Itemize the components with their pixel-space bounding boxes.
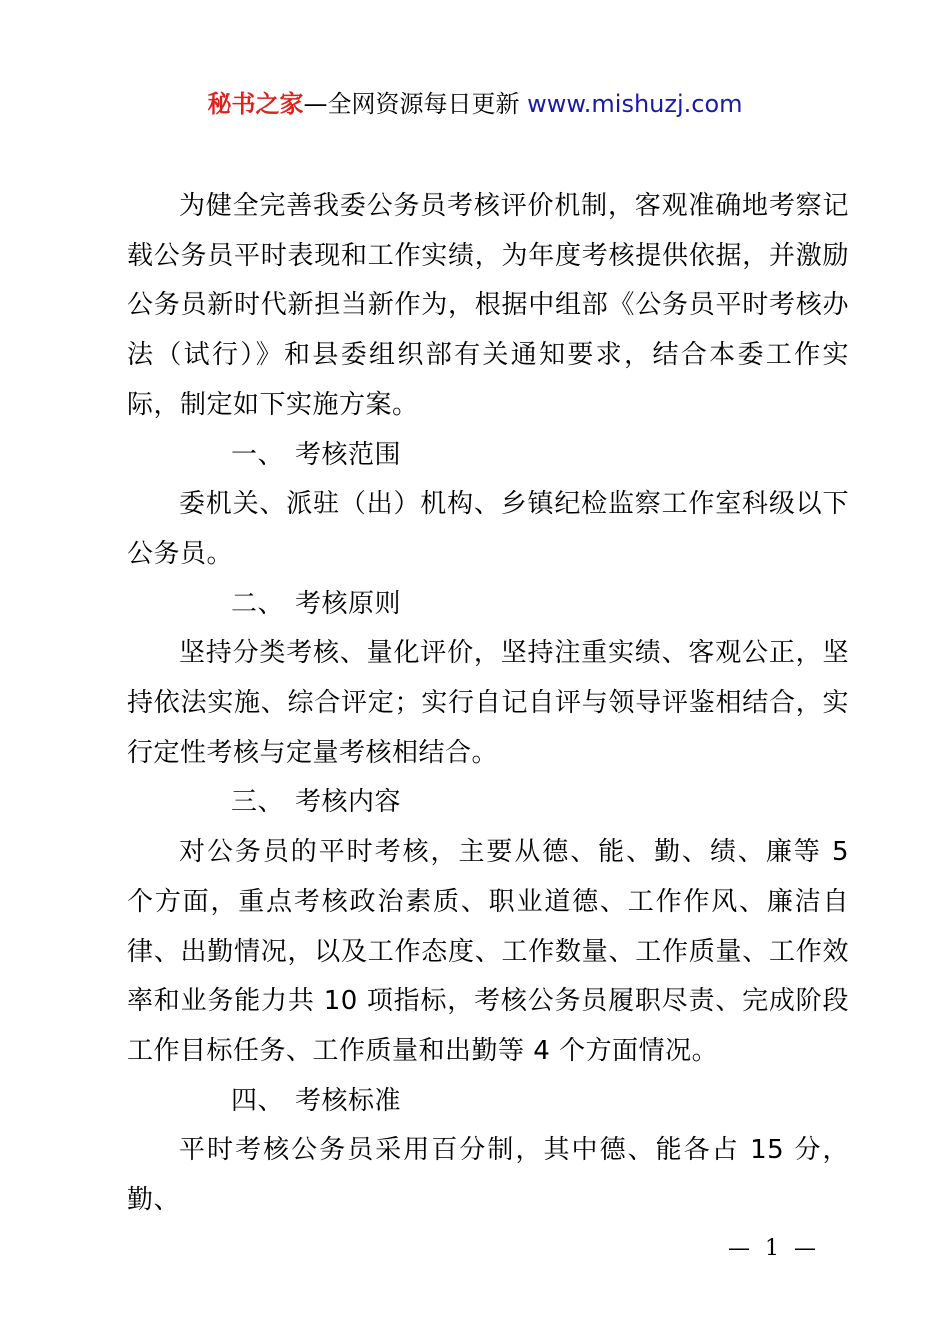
section-number: 一、 (231, 439, 285, 470)
section-heading-2 (127, 580, 849, 630)
section-number: 三、 (231, 787, 285, 818)
site-url-link[interactable]: www.mishuzj.com (527, 90, 743, 118)
section-paragraph-3: 对公务员的平时考核，主要从德、能、勤、绩、廉等 5 个方面，重点考核政治素质、职业道德、工作作风、廉洁自律、出勤情况，以及工作态度、工作数量、工作质量、工作效率和业务能力共 10 项指标，考核公务员履职尽责、完成阶段工作目标任务、工作质量和出勤等 4 个方面情况。 (127, 837, 849, 1066)
section-paragraph-1: 委机关、派驻（出）机构、乡镇纪检监察工作室科级以下公务员。 (127, 489, 849, 569)
section-paragraph-2: 坚持分类考核、量化评价，坚持注重实绩、客观公正，坚持依法实施、综合评定；实行自记自评与领导评鉴相结合，实行定性考核与定量考核相结合。 (127, 638, 849, 768)
header-tagline: —全网资源每日更新 (303, 90, 528, 118)
section-number: 四、 (231, 1085, 285, 1116)
page-number: — 1 — (728, 1236, 820, 1261)
section-number: 二、 (231, 588, 285, 619)
section-heading-1 (127, 431, 849, 481)
section-paragraph-4: 平时考核公务员采用百分制，其中德、能各占 15 分，勤、 (127, 1135, 849, 1216)
section-title: 考核范围 (295, 439, 402, 470)
brand-name: 秘书之家 (207, 90, 304, 118)
intro-paragraph: 为健全完善我委公务员考核评价机制，客观准确地考察记载公务员平时表现和工作实绩，为年度考核提供依据，并激励公务员新时代新担当新作为，根据中组部《公务员平时考核办法（试行）》和县委组织部有关通知要求，结合本委工作实际，制定如下实施方案。 (127, 191, 849, 420)
site-header (0, 88, 950, 120)
section-heading-4 (127, 1077, 849, 1127)
section-title: 考核原则 (295, 588, 402, 619)
section-title: 考核标准 (295, 1085, 402, 1116)
section-title: 考核内容 (295, 787, 402, 818)
document-body (127, 182, 849, 1226)
section-heading-3 (127, 778, 849, 828)
